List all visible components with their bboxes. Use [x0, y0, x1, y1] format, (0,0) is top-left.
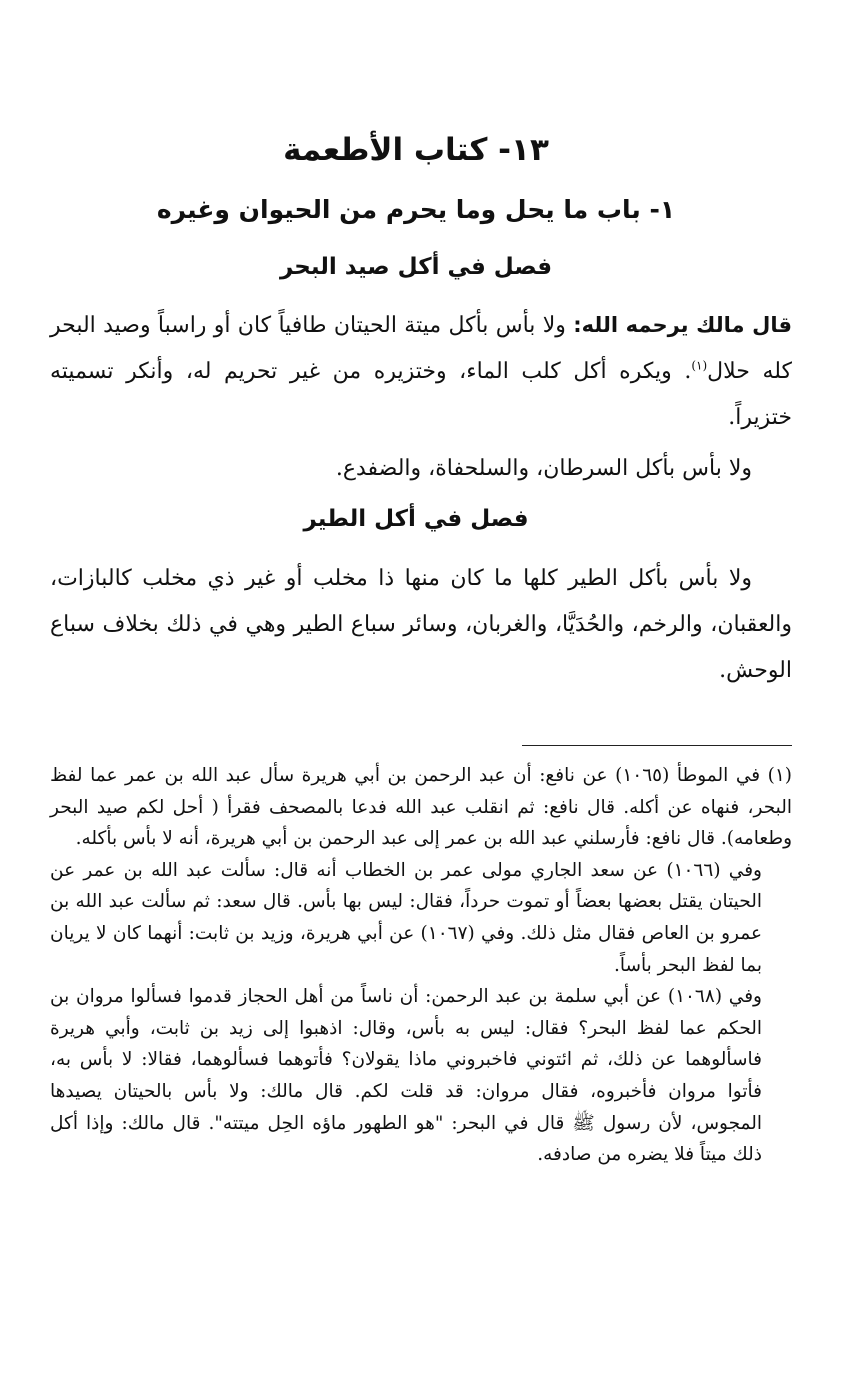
chapter-title: ١٣- كتاب الأطعمة	[283, 132, 549, 168]
speaker-label: قال مالك يرحمه الله:	[573, 313, 793, 337]
footnote-divider	[522, 745, 792, 746]
paragraph-text: ولا بأس بأكل ميتة الحيتان طافياً كان أو راسباً وصيد البحر كله حلال	[50, 313, 792, 384]
footnote-1-continued: وفي (١٠٦٦) عن سعد الجاري مولى عمر بن الخطاب أنه قال: سألت عبد الله بن عمر عن الحيتان يقتل بعضها بعضاً أو تموت حرداً، فقال: ليس بها بأس. قال سعد: ثم سألت عبد الله بن عمرو بن العاص فقال مثل ذلك. وفي (١٠٦٧) عن أبي هريرة، وزيد بن ثابت: أنهما كان لا يريان بما لفظ البحر بأساً.	[50, 859, 762, 976]
section-title-birds: فصل في أكل الطير	[303, 506, 529, 532]
footnote-1: (١) في الموطأ (١٠٦٥) عن نافع: أن عبد الرحمن بن أبي هريرة سأل عبد الله بن عمر عما لفظ البحر، فنهاه عن أكله. قال نافع: ثم انقلب عبد الله فدعا بالمصحف فقرأ ( أحل لكم صيد البحر وطعامه). قال نافع: فأرسلني عبد الله بن عمر إلى عبد الرحمن بن أبي هريرة، أنه لا بأس بأكله.	[50, 765, 793, 850]
footnotes	[50, 760, 792, 1171]
paragraph-crabs-turtles: ولا بأس بأكل السرطان، والسلحفاة، والضفدع.	[335, 456, 752, 481]
footnote-reference[interactable]: (١)	[691, 358, 708, 373]
paragraph-sea-game	[50, 302, 792, 441]
paragraph-birds: ولا بأس بأكل الطير كلها ما كان منها ذا مخلب أو غير ذي مخلب كالبازات، والعقبان، والرخم، والحُدَيَّا، والغربان، وسائر سباع الطير وهي في ذلك بخلاف سباع الوحش.	[50, 566, 792, 683]
bab-title: ١- باب ما يحل وما يحرم من الحيوان وغيره	[156, 195, 676, 224]
section-title-sea-game: فصل في أكل صيد البحر	[279, 254, 553, 280]
paragraph-text: . ويكره أكل كلب الماء، وختزيره من غير تحريم له، وأنكر تسميته ختزيراً.	[50, 359, 792, 430]
page	[40, 0, 792, 1375]
footnote-1-continued: وفي (١٠٦٨) عن أبي سلمة بن عبد الرحمن: أن ناساً من أهل الحجاز قدموا فسألوا مروان بن الحكم عما لفظ البحر؟ فقال: ليس به بأس، وقال: اذهبوا إلى زيد بن ثابت، وأبي هريرة فاسألوهما عن ذلك، ثم ائتوني فاخبروني ماذا يقولان؟ فأتوهما فسألوهما، فقالا: لا بأس به، فأتوا مروان فأخبروه، فقال مروان: قد قلت لكم. قال مالك: ولا بأس بالحيتان يصيدها المجوس، لأن رسول ﷺ قال في البحر: "هو الطهور ماؤه الحِل ميتته". قال مالك: وإذا أكل ذلك ميتاً فلا يضره من صادفه.	[50, 986, 762, 1166]
